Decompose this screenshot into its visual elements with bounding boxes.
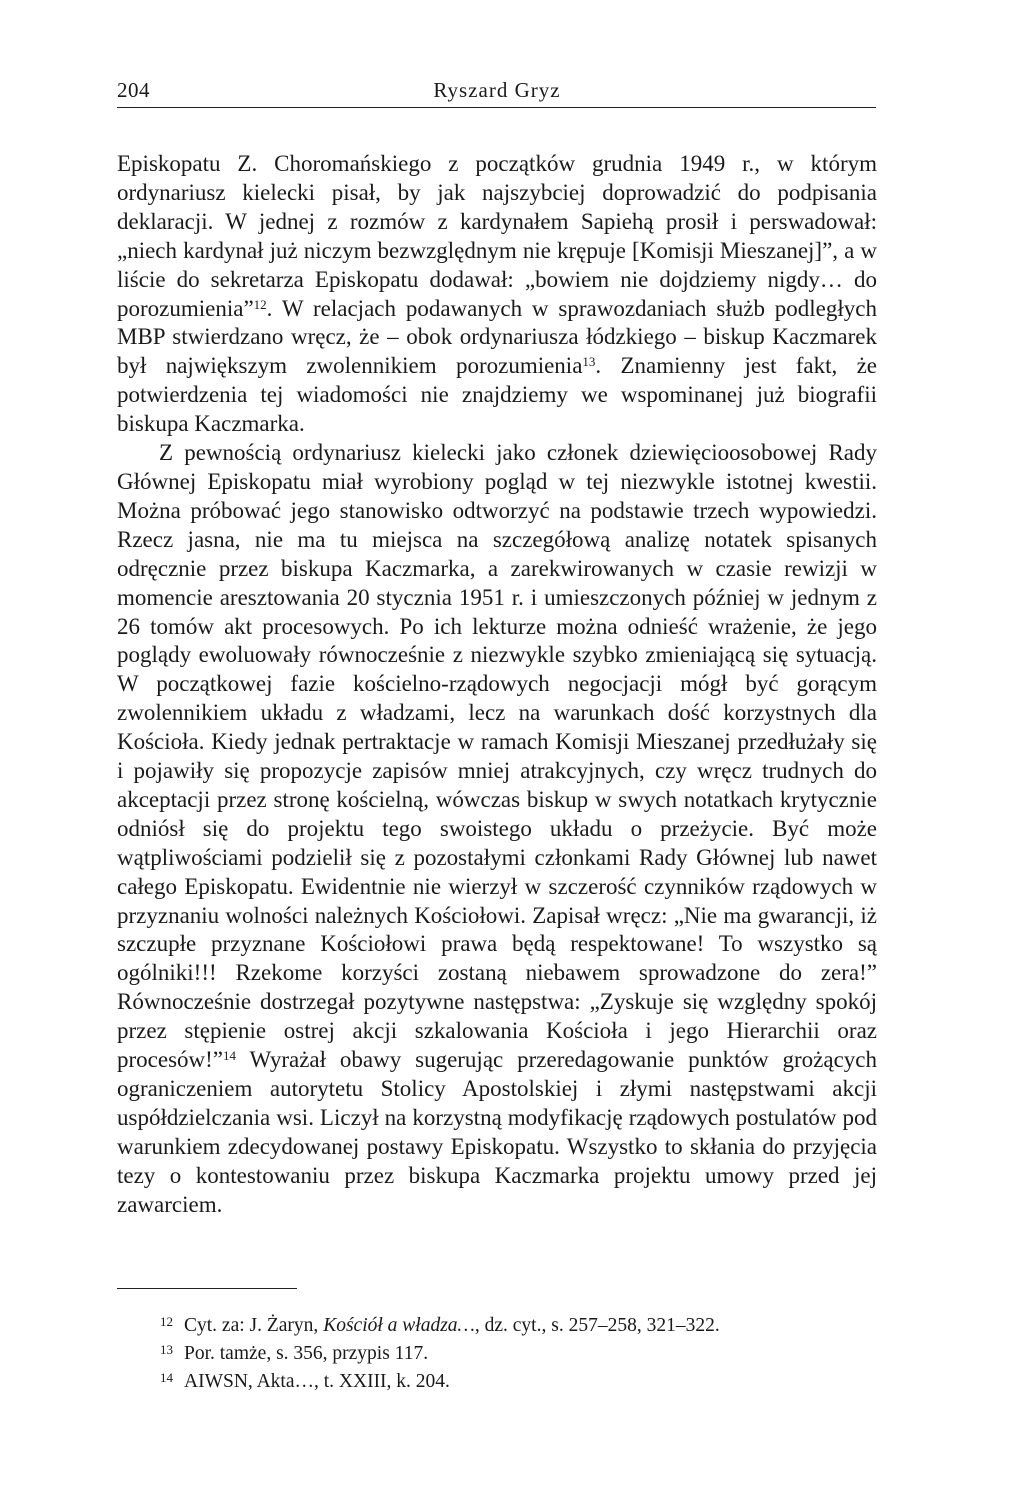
footnote-14 xyxy=(160,1368,880,1396)
footnote-number: 14 xyxy=(160,1370,173,1385)
footnote-text xyxy=(184,1371,450,1392)
page-number: 204 xyxy=(117,78,150,102)
header-rule xyxy=(117,107,876,108)
footnote-12 xyxy=(160,1312,880,1340)
text-run: . W relacjach podawanych w sprawozdaniach służb podległych MBP stwierdzano wręcz, że – obok ordynariusza łódzkiego – biskup Kaczmarek był największym zwolennikiem porozumienia xyxy=(117,295,877,379)
paragraph-1 xyxy=(117,150,877,439)
footnote-ref: 12 xyxy=(253,296,267,312)
italic-title: Kościół a władza… xyxy=(323,1315,475,1336)
running-header-author: Ryszard Gryz xyxy=(433,78,561,102)
footnote-number: 12 xyxy=(160,1314,173,1329)
main-text xyxy=(117,150,877,1220)
footnote-13 xyxy=(160,1340,880,1368)
text-run: . Znamienny jest fakt, że potwierdzenia tej wiadomości nie znajdziemy we wspominanej już biografii biskupa Kaczmarka. xyxy=(117,353,877,437)
text-run: Wyrażał obawy sugerując przeredagowanie punktów grożących ograniczeniem autorytetu Stolicy Apostolskiej i złymi następstwami akcji uspółdzielczania wsi. Liczył na korzystną modyfikację rządowych postulatów pod warunkiem zdecydowanej postawy Episkopatu. Wszystko to skłania do przyjęcia tezy o kontestowaniu przez biskupa Kaczmarka projektu umowy przed jej zawarciem. xyxy=(117,1047,877,1217)
text-run: , dz. cyt., s. 257–258, 321–322. xyxy=(474,1315,720,1336)
footnote-text xyxy=(184,1343,428,1364)
text-run: Z pewnością ordynariusz kielecki jako członek dziewięcioosobowej Rady Głównej Episkopatu miał wyrobiony pogląd w tej niezwykle istotnej kwestii. Można próbować jego stanowisko odtworzyć na podstawie trzech wypowiedzi. Rzecz jasna, nie ma tu miejsca na szczegółową analizę notatek spisanych odręcznie przez biskupa Kaczmarka, a zarekwirowanych w czasie rewizji w momencie aresztowania 20 stycznia 1951 r. i umieszczonych później w jednym z 26 tomów akt procesowych. Po ich lekturze można odnieść wrażenie, że jego poglądy ewoluowały równocześnie z niezwykle szybko zmieniającą się sytuacją. W początkowej fazie kościelno-rządowych negocjacji mógł być gorącym zwolennikiem układu z władzami, lecz na warunkach dość korzystnych dla Kościoła. Kiedy jednak pertraktacje w ramach Komisji Mieszanej przedłużały się i pojawiły się propozycje zapisów mniej atrakcyjnych, czy wręcz trudnych do akceptacji przez stronę kościelną, wówczas biskup w swych notatkach krytycznie odniósł się do projektu tego swoistego układu o przeżycie. Być może wątpliwościami podzielił się z pozostałymi członkami Rady Głównej lub nawet całego Episkopatu. Ewidentnie nie wierzył w szczerość czynników rządowych w przyznaniu wolności należnych Kościołowi. Zapisał wręcz: „Nie ma gwarancji, iż szczupłe przyznane Kościołowi prawa będą respektowane! To wszystko są ogólniki!!! Rzekome korzyści zostaną niebawem sprowadzone do zera!” Równocześnie dostrzegał pozytywne następstwa: „Zyskuje się względny spokój przez stępienie ostrej akcji szkalowania Kościoła i jego Hierarchii oraz procesów!” xyxy=(117,440,877,1073)
footnote-text xyxy=(184,1315,720,1336)
text-run: Por. tamże, s. 356, przypis 117. xyxy=(184,1343,429,1364)
footnote-ref: 14 xyxy=(223,1048,237,1064)
text-run: Cyt. za: J. Żaryn, xyxy=(184,1315,324,1336)
text-run: Episkopatu Z. Choromańskiego z początków grudnia 1949 r., w którym ordynariusz kielecki pisał, by jak najszybciej doprowadzić do podpisania deklaracji. W jednej z rozmów z kardynałem Sapiehą prosił i perswadował: „niech kardynał już niczym bezwzględnym nie krępuje [Komisji Mieszanej]”, a w liście do sekretarza Episkopatu dodawał: „bowiem nie dojdziemy nigdy… do porozumienia” xyxy=(117,151,877,321)
paragraph-2 xyxy=(117,439,877,1219)
running-header xyxy=(117,74,877,106)
text-run: AIWSN, Akta…, t. XXIII, k. 204. xyxy=(184,1371,450,1392)
footnote-rule xyxy=(117,1288,297,1289)
footnote-ref: 13 xyxy=(582,354,596,370)
footnotes xyxy=(160,1312,880,1396)
footnote-number: 13 xyxy=(160,1342,173,1357)
